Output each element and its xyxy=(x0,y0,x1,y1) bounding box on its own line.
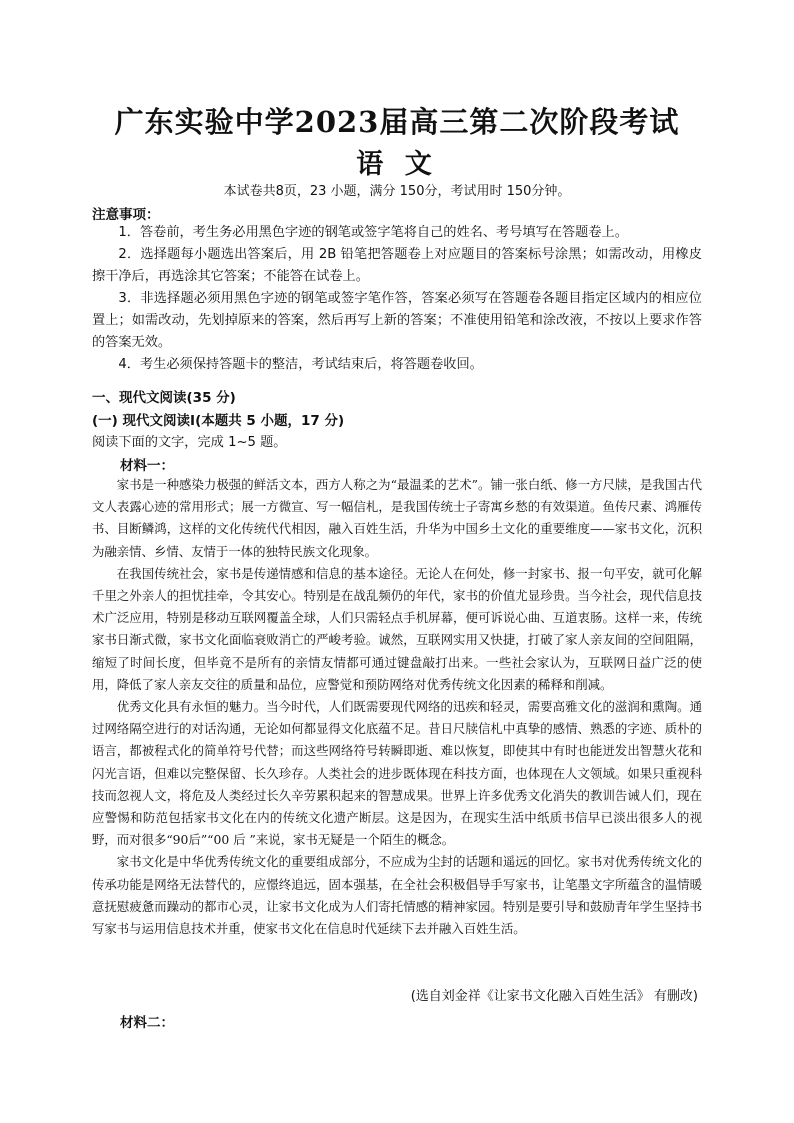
material-one-text xyxy=(92,474,702,940)
notice-item: 3．非选择题必须用黑色字迹的钢笔或签字笔作答，答案必须写在答题卷各题目指定区域内的相应位置上；如需改动，先划掉原来的答案，然后再写上新的答案；不准使用铅笔和涂改液，不按以上要求作答的答案无效。 xyxy=(92,291,702,350)
article-source: (选自刘金祥《让家书文化融入百姓生活》 有删改) xyxy=(410,989,698,1004)
subject-title: 语 文 xyxy=(356,149,438,180)
notice-item: 2．选择题每小题选出答案后，用 2B 铅笔把答题卷上对应题目的答案标号涂黑；如需改动，用橡皮擦干净后，再选涂其它答案；不能答在试卷上。 xyxy=(92,247,702,284)
article-paragraph: 在我国传统社会，家书是传递情感和信息的基本途径。无论人在何处，修一封家书、报一句平安，就可化解千里之外亲人的担忧挂牵，令其安心。特别是在战乱频仍的年代，家书的价值尤显珍贵。当今社会，现代信息技术广泛应用，特别是移动互联网覆盖全球，人们只需轻点手机屏幕，便可诉说心曲、互道衷肠。这样一来，传统家书日渐式微，家书文化面临衰败消亡的严峻考验。诚然，互联网实用又快捷，打破了家人亲友间的空间阻隔，缩短了时间长度，但毕竟不是所有的亲情友情都可通过键盘敲打出来。一些社会家认为，互联网日益广泛的使用，降低了家人亲友交往的质量和品位，应警觉和预防网络对优秀传统文化因素的稀释和削减。 xyxy=(92,565,702,692)
section-subheading: (一) 现代文阅读Ⅰ(本题共 5 小题，17 分) xyxy=(92,413,345,429)
exam-title: 广东实验中学2023届高三第二次阶段考试 xyxy=(114,105,680,139)
article-paragraph: 家书文化是中华优秀传统文化的重要组成部分，不应成为尘封的话题和遥远的回忆。家书对优秀传统文化的传承功能是网络无法替代的，应憬终追远，固本强基，在全社会积极倡导手写家书，让笔墨文字所蕴含的温情暖意抚慰疲惫而躁动的都市心灵，让家书文化成为人们寄托情感的精神家园。特别是要引导和鼓励青年学生坚持书写家书与运用信息技术并重，使家书文化在信息时代延续下去并融入百姓生活。 xyxy=(92,854,702,937)
notice-heading: 注意事项： xyxy=(92,207,160,223)
material-one-label: 材料一： xyxy=(120,458,174,474)
article-paragraph: 优秀文化具有永恒的魅力。当今时代，人们既需要现代网络的迅疾和轻灵，需要高雅文化的滋润和熏陶。通过网络隔空进行的对话沟通，无论如何都显得文化底蕴不足。昔日尺牍信札中真挚的感情、熟悉的字迹、质朴的语言，都被程式化的简单符号代替；而这些网络符号转瞬即逝、难以恢复，即使其中有时也能迸发出智慧火花和闪光言语，但难以完整保留、长久珍存。人类社会的进步既体现在科技方面，也体现在人文领域。如果只重视科技而忽视人文，将危及人类经过长久辛劳累积起来的智慧成果。世界上许多优秀文化消失的教训告诫人们，现在应警惕和防范包括家书文化在内的传统文化遗产断层。这是因为，在现实生活中纸质书信早已淡出很多人的视野，而对很多“90后”“00 后 ”来说，家书无疑是一个陌生的概念。 xyxy=(92,699,702,848)
notice-list xyxy=(92,222,702,376)
reading-instruction: 阅读下面的文字，完成 1~5 题。 xyxy=(92,435,287,450)
exam-info: 本试卷共8页，23 小题，满分 150分，考试用时 150分钟。 xyxy=(223,184,571,199)
notice-item: 4．考生必须保持答题卡的整洁，考试结束后，将答题卷收回。 xyxy=(118,357,483,372)
article-paragraph: 家书是一种感染力极强的鲜活文本，西方人称之为“最温柔的艺术”。铺一张白纸、修一方尺牍，是我国古代文人表露心迹的常用形式；展一方微宣、写一幅信札，是我国传统士子寄寓乡愁的有效渠道。鱼传尺素、鸿雁传书、目断鳞鸿，这样的文化传统代代相因，融入百姓生活，升华为中国乡土文化的重要维度——家书文化，沉积为融亲情、乡情、友情于一体的独特民族文化现象。 xyxy=(92,477,702,559)
section-heading: 一、现代文阅读(35 分) xyxy=(92,390,236,406)
notice-item: 1．答卷前，考生务必用黑色字迹的钢笔或签字笔将自己的姓名、考号填写在答题卷上。 xyxy=(118,225,628,240)
material-two-label: 材料二： xyxy=(120,1015,174,1031)
